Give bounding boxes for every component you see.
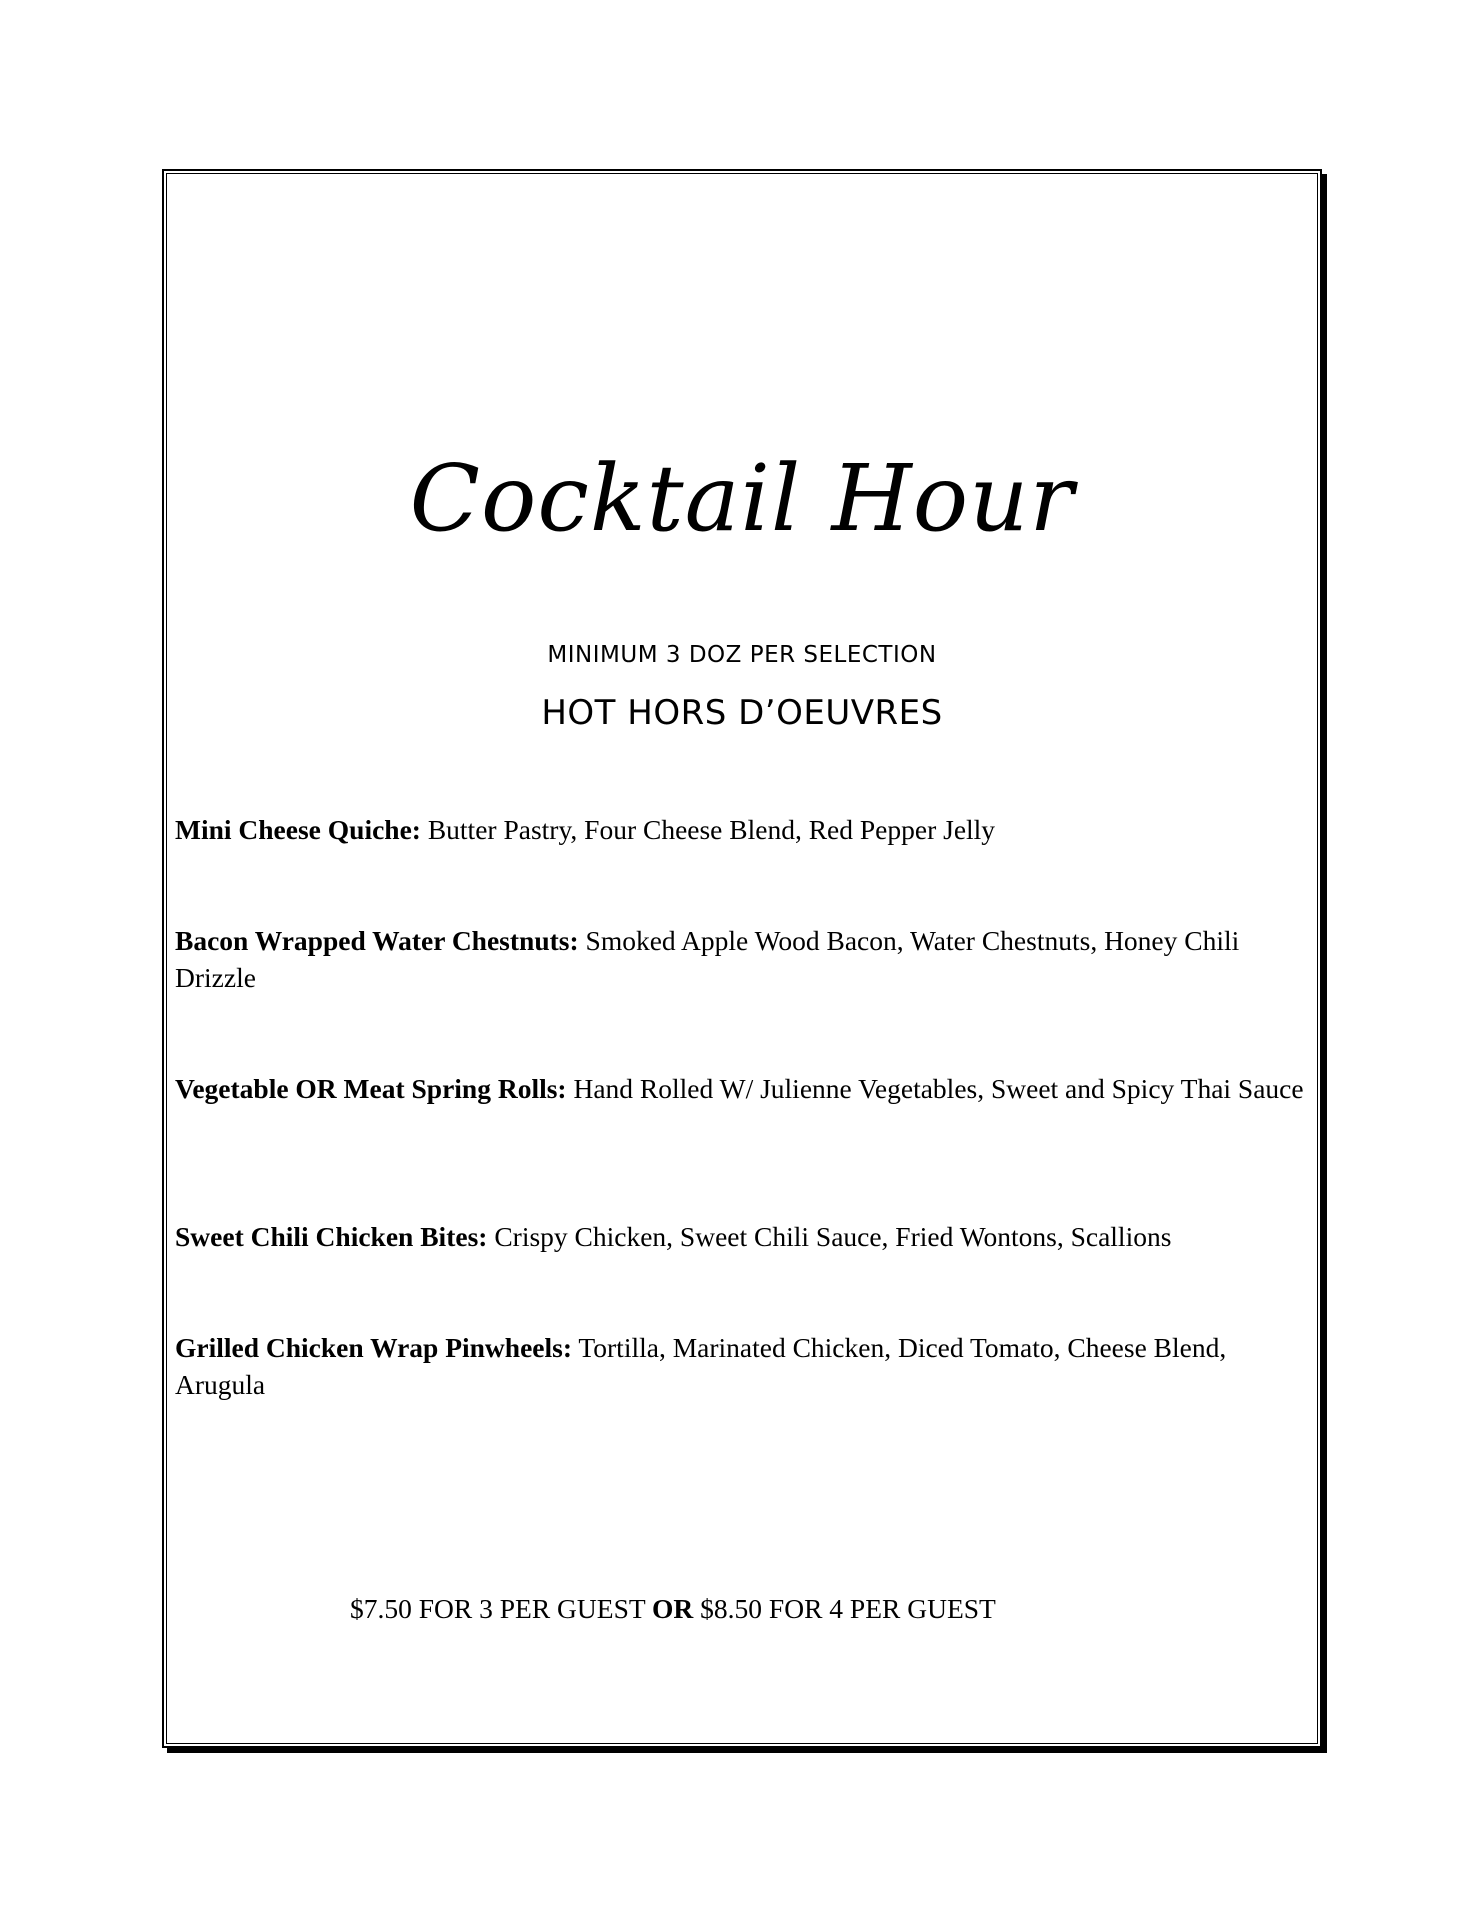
menu-item-description: Butter Pastry, Four Cheese Blend, Red Pepper Jelly <box>427 814 996 845</box>
menu-item-name: Bacon Wrapped Water Chestnuts: <box>175 925 579 956</box>
menu-item <box>175 922 1305 996</box>
menu-item-name: Grilled Chicken Wrap Pinwheels: <box>175 1332 572 1363</box>
menu-frame <box>162 169 1322 1748</box>
pricing-option-two: $8.50 FOR 4 PER GUEST <box>700 1593 996 1624</box>
menu-title: Cocktail Hour <box>409 445 1075 552</box>
menu-item-name: Vegetable OR Meat Spring Rolls: <box>175 1073 567 1104</box>
minimum-order-note: MINIMUM 3 DOZ PER SELECTION <box>547 642 937 668</box>
menu-item-description: Crispy Chicken, Sweet Chili Sauce, Fried Wontons, Scallions <box>494 1221 1172 1252</box>
menu-item-description: Hand Rolled W/ Julienne Vegetables, Sweet and Spicy Thai Sauce <box>573 1073 1304 1104</box>
menu-item-name: Sweet Chili Chicken Bites: <box>175 1221 488 1252</box>
menu-item <box>175 811 1305 848</box>
menu-item <box>175 1070 1305 1107</box>
menu-item-description: Smoked Apple Wood Bacon, Water Chestnuts, Honey Chili Drizzle <box>175 925 1240 993</box>
menu-item <box>175 1329 1305 1403</box>
menu-item-description: Tortilla, Marinated Chicken, Diced Tomato, Cheese Blend, Arugula <box>175 1332 1227 1400</box>
pricing-line <box>350 1590 996 1627</box>
pricing-separator: OR <box>652 1593 694 1624</box>
menu-item <box>175 1218 1305 1255</box>
menu-item-name: Mini Cheese Quiche: <box>175 814 421 845</box>
section-heading: HOT HORS D’OEUVRES <box>541 693 943 733</box>
pricing-option-one: $7.50 FOR 3 PER GUEST <box>350 1593 646 1624</box>
